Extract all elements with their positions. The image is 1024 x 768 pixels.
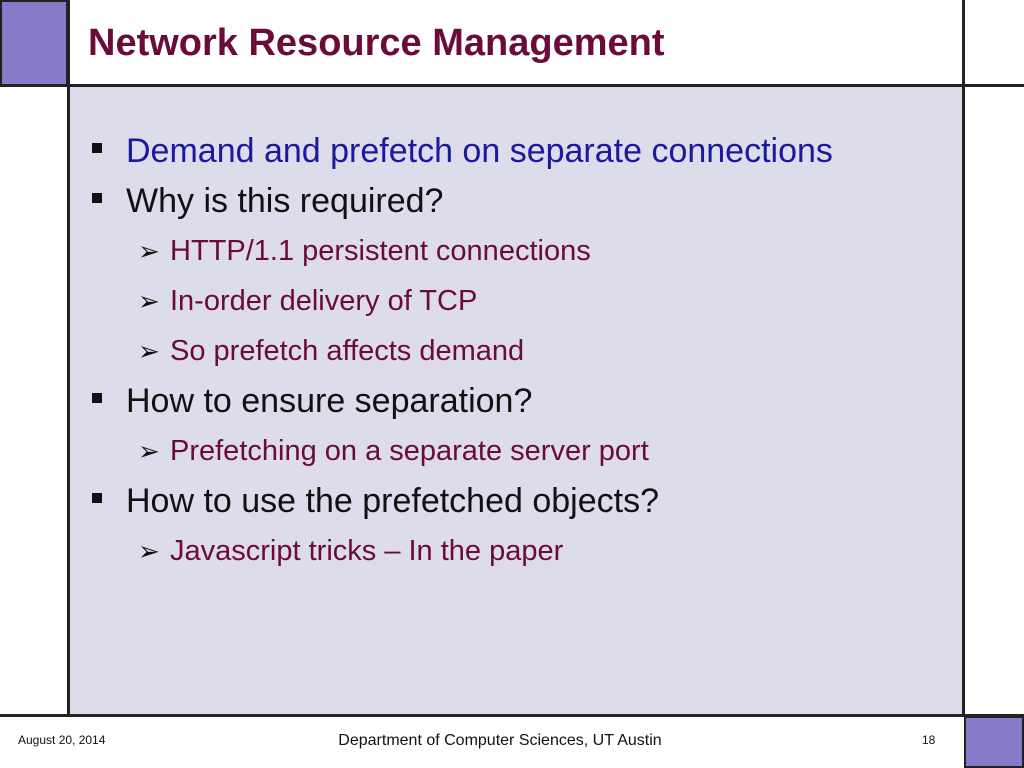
arrow-bullet-icon: ➢ <box>138 436 160 466</box>
bullet-item <box>86 176 956 226</box>
sub-bullet-text: In-order delivery of TCP <box>170 285 478 317</box>
bullet-text: Demand and prefetch on separate connections <box>126 132 833 170</box>
bullet-item <box>86 476 956 526</box>
bullet-item <box>86 376 956 426</box>
bullet-list <box>86 126 956 576</box>
slide-title: Network Resource Management <box>88 22 665 64</box>
arrow-bullet-icon: ➢ <box>138 236 160 266</box>
bullet-text: How to use the prefetched objects? <box>126 482 659 520</box>
sub-bullet-item <box>86 426 956 476</box>
square-bullet-icon <box>92 193 102 203</box>
right-divider <box>962 0 965 716</box>
sub-bullet-item <box>86 226 956 276</box>
sub-bullet-item <box>86 526 956 576</box>
arrow-bullet-icon: ➢ <box>138 286 160 316</box>
corner-accent-top-left <box>0 0 68 86</box>
sub-bullet-item <box>86 326 956 376</box>
square-bullet-icon <box>92 393 102 403</box>
sub-bullet-item <box>86 276 956 326</box>
sub-bullet-text: HTTP/1.1 persistent connections <box>170 235 591 267</box>
arrow-bullet-icon: ➢ <box>138 536 160 566</box>
sub-bullet-text: Prefetching on a separate server port <box>170 435 649 467</box>
footer-department: Department of Computer Sciences, UT Austin <box>338 732 662 749</box>
bullet-text: Why is this required? <box>126 182 444 220</box>
square-bullet-icon <box>92 493 102 503</box>
footer-divider <box>0 714 1024 717</box>
page-number: 18 <box>922 733 936 747</box>
bullet-item <box>86 126 956 176</box>
bullet-text: How to ensure separation? <box>126 382 533 420</box>
sub-bullet-text: So prefetch affects demand <box>170 335 525 367</box>
square-bullet-icon <box>92 143 102 153</box>
footer-date: August 20, 2014 <box>18 733 106 747</box>
arrow-bullet-icon: ➢ <box>138 336 160 366</box>
sub-bullet-text: Javascript tricks – In the paper <box>170 535 564 567</box>
